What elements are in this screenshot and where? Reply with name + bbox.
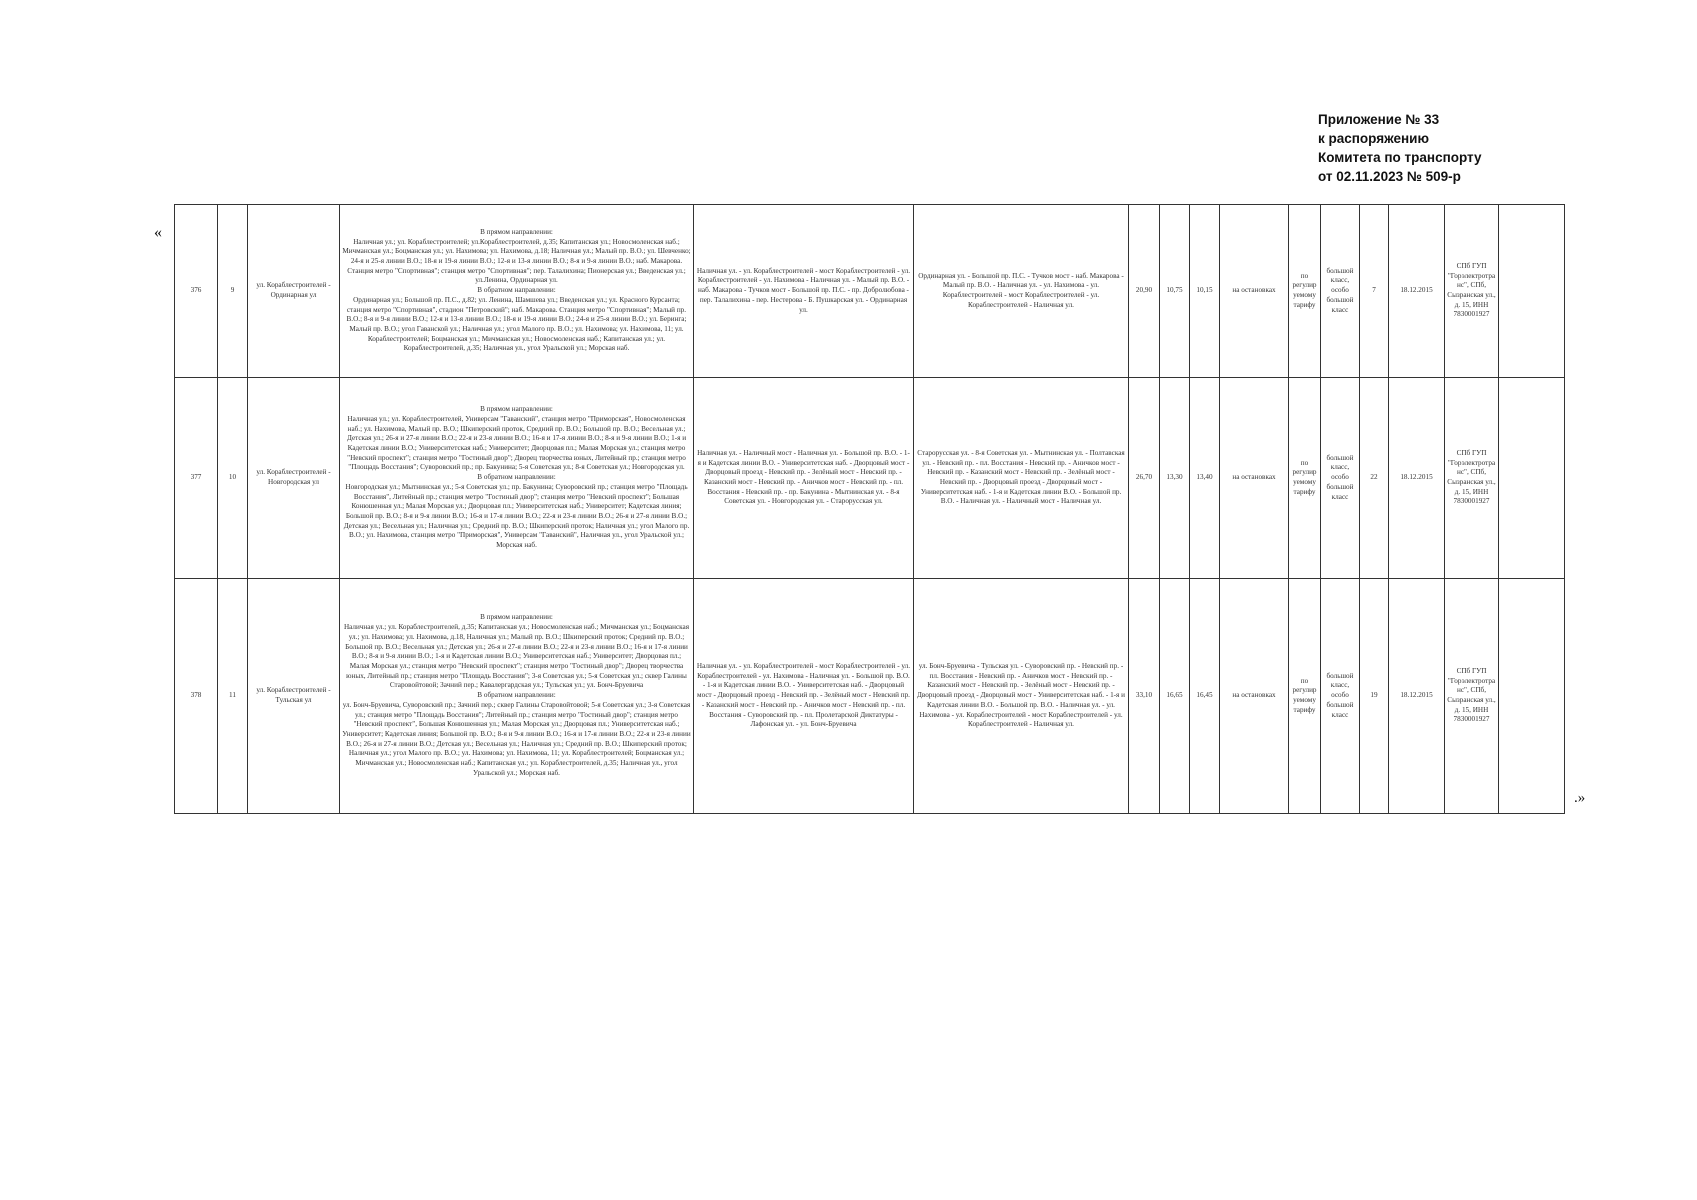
stops-list	[340, 579, 694, 814]
streets-forward: Наличная ул. - ул. Кораблестроителей - мост Кораблестроителей - ул. Кораблестроителей - ул. Нахимова - Наличная ул. - Малый пр. В.О. - наб. Макарова - Тучков мост - Большой пр. П.С. - пр. Добролюбова - пер. Талалихина - пер. Нестерова - Б. Пушкарская ул. - Ординарная ул.	[694, 205, 914, 378]
table-row	[175, 579, 1565, 814]
row-number: 376	[175, 205, 218, 378]
tariff-type: по регулируемому тарифу	[1289, 579, 1321, 814]
vehicle-class: большой класс, особо большой класс	[1321, 205, 1360, 378]
forward-title: В прямом направлении:	[480, 613, 553, 622]
reverse-stops: ул. Бонч-Бруевича, Суворовский пр.; Зачний пер.; сквер Галины Старовойтовой; 5-я Советская ул.; 3-я Советская ул.; станция метро "Площадь Восстания"; Литейный пр.; станция метро "Гостиный двор"; станция метро "Невский проспект", Большая Конюшенная ул.; Малая Морская ул.; Дворцовая пл.; Университетская наб.; Университет; Кадетская линия; Большой пр. В.О.; 8-я и 9-я линии В.О.; 16-я и 17-я линии В.О.; 22-я и 23-я линии В.О.; 26-я и 27-я линии В.О.; Детская ул.; Весельная ул.; Наличная ул.; Средний пр. В.О.; Шкиперский проток; Наличная ул.; угол Малого пр. В.О.; ул. Нахимова; ул. Нахимова, 11; ул. Кораблестроителей; Боцманская ул.; Мичманская ул.; Новосмоленская наб.; Капитанская ул.; ул. Кораблестроителей, д.35; Наличная ул., угол Уральской ул.; Морская наб.	[342, 700, 691, 777]
length-reverse: 16,45	[1190, 579, 1220, 814]
reverse-title: В обратном направлении:	[477, 286, 556, 295]
route-name: ул. Кораблестроителей - Ординарная ул	[248, 205, 340, 378]
forward-title: В прямом направлении:	[480, 405, 553, 414]
reverse-stops: Ординарная ул.; Большой пр. П.С., д.82; ул. Ленина, Шамшева ул.; Введенская ул.; ул. Красного Курсанта; станция метро "Спортивная", стадион "Петровский"; наб. Макарова. Станция метро "Спортивная"; Малый пр. В.О.; 8-я и 9-я линии В.О.; 12-я и 13-я линии В.О.; 18-я и 19-я линии В.О.; 24-я и 25-я линии В.О.; ул. Беринга; Малый пр. В.О.; угол Гаванской ул.; Наличная ул.; угол Малого пр. В.О.; ул. Нахимова; ул. Нахимова, 11; ул. Кораблестроителей; Боцманская ул.; Мичманская ул.; Новосмоленская наб.; Капитанская ул.; ул. Кораблестроителей, д.35; Наличная ул., угол Уральской ул.; Морская наб.	[346, 295, 687, 353]
row-number: 377	[175, 378, 218, 579]
operator: СПб ГУП "Горэлектротранс", СПб, Сызранская ул., д. 15, ИНН 7830001927	[1445, 579, 1499, 814]
table-row	[175, 378, 1565, 579]
length-total: 33,10	[1129, 579, 1160, 814]
forward-stops: Наличная ул.; ул. Кораблестроителей, д.35; Капитанская ул.; Новосмоленская наб.; Мичманская ул.; Боцманская ул.; ул. Нахимова; ул. Нахимова, д.18, Наличная ул.; Малый пр. В.О.; Шкиперский проток; Средний пр. В.О.; Большой пр. В.О.; Весельная ул.; Детская ул.; 26-я и 27-я линии В.О.; 22-я и 23-я линии В.О.; 16-я и 17-я линии В.О.; 8-я и 9-я линии В.О.; 1-я и Кадетская линии В.О.; Университетская наб.; Университет; Дворцовая пл.; Малая Морская ул.; станция метро "Невский проспект"; станция метро "Гостиный двор"; Дворец творчества юных, Литейный пр.; станция метро "Площадь Восстания"; 3-я Советская ул.; 5-я Советская ул.; сквер Галины Старовойтовой; Зачний пер.; Кавалергардская ул.; Тульская ул.; ул. Бонч-Бруевича	[343, 623, 690, 690]
document-header	[1318, 110, 1482, 186]
length-forward: 10,75	[1160, 205, 1190, 378]
forward-stops: Наличная ул.; ул. Кораблестроителей; ул.Кораблестроителей, д.35; Капитанская ул.; Новосмоленская наб.; Мичманская ул.; Боцманская ул.; ул. Нахимова; ул. Нахимова, д.18; Наличная ул.; Малый пр. В.О.; ул. Шевченко; 24-я и 25-я линии В.О.; 18-я и 19-я линии В.О.; 12-я и 13-я линии В.О.; 8-я и 9-я линии В.О.; наб. Макарова. Станция метро "Спортивная"; станция метро "Спортивная"; пер. Талалихина; Пионерская ул.; Введенская ул.; ул.Ленина, Ординарная ул.	[342, 237, 691, 285]
order-reference: к распоряжению	[1318, 131, 1429, 146]
extra-cell	[1499, 378, 1565, 579]
order-date: от 02.11.2023 № 509-р	[1318, 169, 1461, 184]
vehicle-count: 19	[1360, 579, 1389, 814]
extra-cell	[1499, 205, 1565, 378]
length-total: 26,70	[1129, 378, 1160, 579]
length-forward: 16,65	[1160, 579, 1190, 814]
reverse-title: В обратном направлении:	[477, 691, 556, 700]
length-reverse: 10,15	[1190, 205, 1220, 378]
start-date: 18.12.2015	[1389, 205, 1445, 378]
routes-table	[174, 204, 1565, 814]
reverse-title: В обратном направлении:	[477, 473, 556, 482]
streets-forward: Наличная ул. - ул. Кораблестроителей - мост Кораблестроителей - ул. Кораблестроителей - ул. Нахимова - Наличная ул. - Большой пр. В.О. - 1-я и Кадетская линии В.О. - Университетская наб. - Дворцовый мост - Дворцовый проезд - Невский пр. - Зелёный мост - Невский пр. - Казанский мост - Невский пр. - Аничков мост - Невский пр. - пл. Восстания - Суворовский пр. - пл. Пролетарской Диктатуры - Лафонская ул. - ул. Бонч-Бруевича	[694, 579, 914, 814]
route-name: ул. Кораблестроителей - Новгородская ул	[248, 378, 340, 579]
route-number: 9	[218, 205, 248, 378]
stop-mode: на остановках	[1220, 579, 1289, 814]
streets-reverse: ул. Бонч-Бруевича - Тульская ул. - Суворовский пр. - Невский пр. - пл. Восстания - Невский пр. - Аничков мост - Невский пр. - Казанский мост - Невский пр. - Зелёный мост - Невский пр. - Дворцовый проезд - Дворцовый мост - Университетская наб. - 1-я и Кадетская линии В.О. - Большой пр. В.О. - Наличная ул. - ул. Нахимова - ул. Кораблестроителей - мост Кораблестроителей - ул. Кораблестроителей - Наличная ул.	[914, 579, 1129, 814]
stop-mode: на остановках	[1220, 205, 1289, 378]
reverse-stops: Новгородская ул.; Мытнинская ул.; 5-я Советская ул.; пр. Бакунина; Суворовский пр.; станция метро "Площадь Восстания", Литейный пр.; станция метро "Гостиный двор"; станция метро "Невский проспект"; Большая Конюшенная ул.; Малая Морская ул.; Дворцовая пл.; Университетская наб.; Университет; Кадетская линия; Большой пр. В.О.; 8-я и 9-я линии В.О.; 16-я и 17-я линии В.О.; 22-я и 23-я линии В.О.; 26-я и 27-я линии В.О.; Детская ул.; Весельная ул.; Наличная ул.; Средний пр. В.О.; Шкиперский проток; Наличная ул.; угол Малого пр. В.О.; ул. Нахимова, станция метро "Приморская", Универсам "Гаванский", Наличная ул., угол Уральской ул.; Морская наб.	[343, 482, 690, 550]
streets-forward: Наличная ул. - Наличный мост - Наличная ул. - Большой пр. В.О. - 1-я и Кадетская линии В.О. - Университетская наб. - Дворцовый мост - Дворцовый проезд - Невский пр. - Зелёный мост - Невский пр. - Казанский мост - Невский пр. - Аничков мост - Невский пр. - пл. Восстания - Невский пр. - пр. Бакунина - Мытнинская ул. - 8-я Советская ул. - Новгородская ул. - Старорусская ул.	[694, 378, 914, 579]
forward-stops: Наличная ул.; ул. Кораблестроителей, Универсам "Гаванский", станция метро "Приморская", Новосмоленская наб.; ул. Нахимова, Малый пр. В.О.; Шкиперский проток, Средний пр. В.О.; Большой пр. В.О.; Весельная ул.; Детская ул.; 26-я и 27-я линии В.О.; 22-я и 23-я линии В.О.; 16-я и 17-я линии В.О.; 8-я и 9-я линии В.О.; 1-я и Кадетская линии В.О.; Университетская наб.; Университет; Дворцовая пл.; Малая Морская ул.; станция метро "Невский проспект"; станция метро "Гостиный двор"; Дворец творчества юных, Литейный пр.; станция метро "Площадь Восстания"; Суворовский пр.; пр. Бакунина; 5-я Советская ул.; 8-я Советская ул.; Новгородская ул.	[346, 414, 687, 472]
tariff-type: по регулируемому тарифу	[1289, 378, 1321, 579]
vehicle-count: 7	[1360, 205, 1389, 378]
forward-title: В прямом направлении:	[480, 227, 553, 236]
operator: СПб ГУП "Горэлектротранс", СПб, Сызранская ул., д. 15, ИНН 7830001927	[1445, 205, 1499, 378]
route-number: 11	[218, 579, 248, 814]
stops-list	[340, 205, 694, 378]
closing-quote: .»	[1574, 790, 1586, 806]
streets-reverse: Старорусская ул. - 8-я Советская ул. - Мытнинская ул. - Полтавская ул. - Невский пр. - пл. Восстания - Невский пр. - Аничков мост - Невский пр. - Казанский мост - Невский пр. - Зелёный мост - Невский пр. - Дворцовый проезд - Дворцовый мост - Университетская наб. - 1-я и Кадетская линии В.О. - Большой пр. В.О. - Наличная ул. - Наличный мост - Наличная ул.	[914, 378, 1129, 579]
vehicle-class: большой класс, особо большой класс	[1321, 378, 1360, 579]
route-number: 10	[218, 378, 248, 579]
tariff-type: по регулируемому тарифу	[1289, 205, 1321, 378]
length-total: 20,90	[1129, 205, 1160, 378]
row-number: 378	[175, 579, 218, 814]
start-date: 18.12.2015	[1389, 378, 1445, 579]
vehicle-class: большой класс, особо большой класс	[1321, 579, 1360, 814]
streets-reverse: Ординарная ул. - Большой пр. П.С. - Тучков мост - наб. Макарова - Малый пр. В.О. - Наличная ул. - ул. Нахимова - ул. Кораблестроителей - мост Кораблестроителей - ул. Кораблестроителей - Наличная ул.	[914, 205, 1129, 378]
stop-mode: на остановках	[1220, 378, 1289, 579]
start-date: 18.12.2015	[1389, 579, 1445, 814]
table-row	[175, 205, 1565, 378]
opening-quote: «	[154, 224, 162, 241]
committee-name: Комитета по транспорту	[1318, 150, 1482, 165]
operator: СПб ГУП "Горэлектротранс", СПб, Сызранская ул., д. 15, ИНН 7830001927	[1445, 378, 1499, 579]
extra-cell	[1499, 579, 1565, 814]
length-forward: 13,30	[1160, 378, 1190, 579]
route-name: ул. Кораблестроителей - Тульская ул	[248, 579, 340, 814]
vehicle-count: 22	[1360, 378, 1389, 579]
length-reverse: 13,40	[1190, 378, 1220, 579]
appendix-number: Приложение № 33	[1318, 112, 1440, 127]
stops-list	[340, 378, 694, 579]
